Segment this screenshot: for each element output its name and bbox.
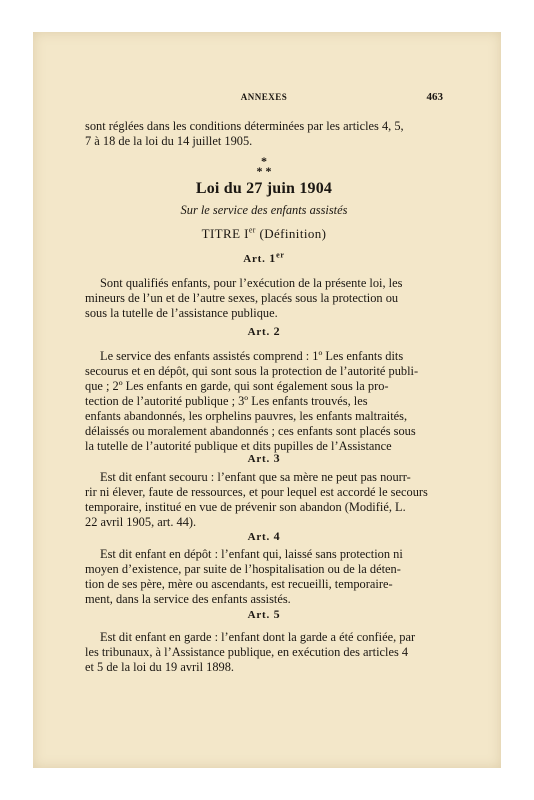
text-line: tection de l’autorité publique ; 3º Les enfants trouvés, les	[85, 394, 368, 408]
page-number: 463	[426, 91, 443, 103]
page-sheet	[33, 32, 501, 768]
text-line: Est dit enfant en dépôt : l’enfant qui, laissé sans protection ni	[100, 547, 403, 561]
section-separator	[85, 156, 443, 176]
text-line: rir ni élever, faute de ressources, et pour lequel est accordé le secours	[85, 485, 428, 499]
text-line: sous la tutelle de l’assistance publique.	[85, 306, 278, 320]
article-heading: Art. 2	[247, 324, 281, 338]
text-line: et 5 de la loi du 19 avril 1898.	[85, 660, 235, 674]
intro-paragraph	[85, 119, 443, 149]
text-line: 7 à 18 de la loi du 14 juillet 1905.	[85, 134, 253, 148]
text-line: les tribunaux, à l’Assistance publique, en exécution des articles 4	[85, 645, 409, 659]
titre-label: TITRE I	[201, 226, 249, 241]
text-line: Est dit enfant en garde : l’enfant dont la garde a été confiée, par	[100, 630, 416, 644]
text-line: tion de ses père, mère ou ascendants, est recueilli, temporaire-	[85, 577, 393, 591]
text-line: Est dit enfant secouru : l’enfant que sa mère ne peut pas nourr-	[100, 470, 411, 484]
separator-top: *	[261, 154, 267, 168]
article-heading: Art. 4	[247, 529, 281, 543]
titre-definition: (Définition)	[255, 226, 327, 241]
text-line: secourus et en dépôt, qui sont sous la protection de l’autorité publi-	[85, 364, 419, 378]
text-line: délaissés ou moralement abandonnés ; ces enfants sont placés sous	[85, 424, 416, 438]
titre-heading	[85, 226, 443, 242]
law-title: Loi du 27 juin 1904	[195, 180, 333, 197]
text-line: la tutelle de l’autorité publique et dits pupilles de l’Assistance	[85, 439, 392, 453]
text-line: ment, dans la service des enfants assistés.	[85, 592, 291, 606]
separator-bottom: * *	[256, 164, 272, 178]
article-heading: Art. 3	[247, 451, 281, 465]
titre-superscript: er	[248, 225, 256, 235]
article-body	[85, 547, 443, 607]
text-line: temporaire, institué en vue de prévenir son abandon (Modifié, L.	[85, 500, 406, 514]
text-line: Sont qualifiés enfants, pour l’exécution de la présente loi, les	[100, 276, 403, 290]
running-title: ANNEXES	[240, 92, 288, 102]
article-body	[85, 470, 443, 530]
article-body	[85, 630, 443, 675]
article-body	[85, 276, 443, 321]
text-line: moyen d’existence, par suite de l’hospitalisation ou de la déten-	[85, 562, 401, 576]
text-line: que ; 2º Les enfants en garde, qui sont également sous la pro-	[85, 379, 389, 393]
article-heading: Art. 1er	[243, 250, 285, 265]
law-subtitle: Sur le service des enfants assistés	[180, 203, 348, 217]
running-header	[85, 92, 443, 106]
text-line: sont réglées dans les conditions déterminées par les articles 4, 5,	[85, 119, 404, 133]
text-line: enfants abandonnés, les orphelins pauvres, les enfants maltraités,	[85, 409, 408, 423]
article-body	[85, 349, 443, 454]
article-heading: Art. 5	[247, 607, 281, 621]
text-line: 22 avril 1905, art. 44).	[85, 515, 197, 529]
text-line: Le service des enfants assistés comprend : 1º Les enfants dits	[100, 349, 404, 363]
text-line: mineurs de l’un et de l’autre sexes, placés sous la protection ou	[85, 291, 399, 305]
